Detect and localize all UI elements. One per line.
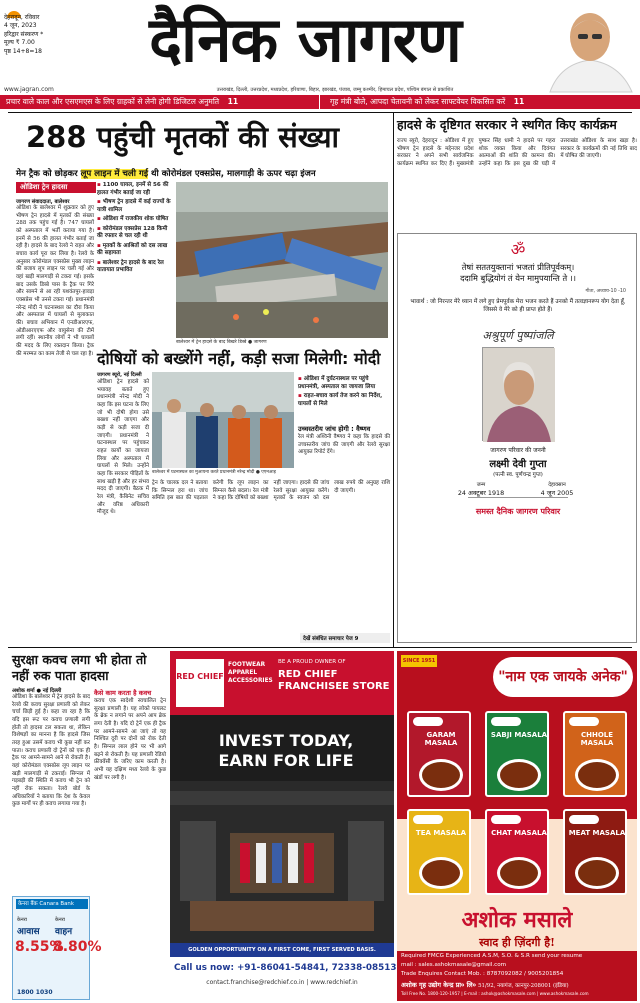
city-date: देहरादून, रविवार [4,14,40,21]
ashok-pack-dish [575,857,619,889]
svg-text:ॐ: ॐ [510,240,526,259]
issue-date: 4 जून, 2023 [4,22,37,30]
modi-byline: जागरण ब्यूरो, नई दिल्ली [97,372,142,378]
redchief-cta: INVEST TODAY, EARN FOR LIFE [218,731,354,770]
ashok-tollfree[interactable]: Toll Free No. 1800-120-1957 | E-mail : ashok@ashokmasale.com | www.ashokmasale.com [401,991,589,996]
redchief-pre: BE A PROUD OWNER OF [278,659,346,665]
ashok-pack-dish [419,857,463,889]
safety-body: ओडिशा के बालेश्वर में ट्रेन हादसे के बाद रेलवे की कवच सुरक्षा प्रणाली को लेकर चर्चा छिड़ी हुई है। कहा जा रहा है कि यदि इस रूट पर कवच प्रणाली लगी होती तो हादसा टल सकता था, लेकिन विशेषज्ञों का मानना है कि हादसे जिस तरह हुआ उसमें कवच भी कुछ नहीं कर पाता। कवच प्रणाली दो ट्रेनों को एक ही ट्रैक पर आमने-सामने आने से रोकती है। यहां कोरोमंडल एक्सप्रेस लूप लाइन पर खड़ी मालगाड़ी से टकराई। सिग्नल में गड़बड़ी की स्थिति में कवच भी ट्रेन को नहीं रोक सकता। रेलवे बोर्ड के अधिकारियों ने बताया कि देश के केवल कुछ मार्गों पर ही कवच लगाया गया है। [12,694,90,808]
redchief-categories: FOOTWEAR APPAREL ACCESSORIES [228,662,273,685]
ashok-slogan: स्वाद ही ज़िंदगी है! [479,936,555,949]
ashok-product-pack [485,711,549,797]
modi-body: ओडिशा ट्रेन हादसे को भयावह बताते हुए प्रधानमंत्री नरेन्द्र मोदी ने कहा कि इस घटना के लिए जो भी दोषी होगा उसे बख्शा नहीं जाएगा और कड़ी से कड़ी सजा दी जाएगी। प्रधानमंत्री ने घटनास्थल पर पहुंचकर राहत कार्यों का जायजा लिया और अस्पताल में घायलों से मिले। उन्होंने कहा कि सरकार पीड़ितों के साथ खड़ी है और हर संभव मदद दी जाएगी। बैठक में रेल मंत्री, कैबिनेट सचिव और वरिष्ठ अधिकारी मौजूद थे। [97,379,149,516]
lead-bullet: ▪ कोरोमंडल एक्सप्रेस 128 किमी की रफ्तार से चल रही थी [97,226,171,241]
lead-bullet: ▪ 1100 घायल, इनमें से 56 की हालत गंभीर बताई जा रही [97,182,171,197]
ashok-product-pack [485,809,549,895]
pages: पृष्ठ 14+8=18 [4,47,42,55]
canara-loan-1: आवास [17,927,40,937]
obituary-birth-label: जन्म [476,482,486,488]
ashok-pack-brand [413,717,443,726]
lead-subhead [16,167,392,179]
om-icon [506,240,530,258]
canara-label-1: केनरा [17,917,27,923]
ashok-pack-brand [491,717,521,726]
ashok-pack-dish [419,759,463,791]
modi-caption: बालेश्वर में घटनास्थल का मुआयना करते प्रधानमंत्री नरेन्द्र मोदी ● एएनआइ [152,470,276,475]
canara-loan-2: वाहन [55,927,73,937]
obituary-death: 4 जून 2005 [540,489,574,497]
lead-bullets [97,182,171,352]
right-body: राज्य ब्यूरो, देहरादून : ओडिशा में हुए भीषण ट्रेन हादसे के मद्देनजर प्रदेश सरकार ने अपने सभी सार्वजनिक कार्यक्रम स्थगित कर दिए हैं। मुख्यमंत्री पुष्कर सिंह धामी ने हादसे पर गहरा शोक व्यक्त किया और दिवंगत आत्माओं की शांति की कामना की। उन्होंने कहा कि इस दुख की घड़ी में उत्तराखंड ओडिशा के साथ खड़ा है। सरकार के कार्यक्रमों की नई तिथि बाद में घोषित की जाएगी। [397,138,637,168]
obituary-footer: समस्त दैनिक जागरण परिवार [475,506,561,516]
lead-photo-caption: बालेश्वर में ट्रेन हादसे के बाद बिखरे डिब्बे ● जागरण [176,340,267,345]
subhead-pre: मेन ट्रैक को छोड़कर [16,169,81,179]
ashok-pack-name: CHAT MASALA [491,829,547,837]
lead-body-col1: ओडिशा के बालेश्वर में शुक्रवार को हुए भीषण ट्रेन हादसे में मृतकों की संख्या 288 तक पहुंच गई है। 747 घायलों को अस्पताल में भर्ती कराया गया है। इनमें से 56 की हालत गंभीर बताई जा रही है। हादसे के बाद रेलवे ने राहत और बचाव कार्य पूरा कर लिया है। रेलवे के अनुसार कोरोमंडल एक्सप्रेस मुख्य लाइन की बजाय लूप लाइन पर चली गई और वहां खड़ी मालगाड़ी से टकरा गई। इसके बाद उसके डिब्बे पास के ट्रैक पर गिरे और सामने से आ रही यशवंतपुर-हावड़ा एक्सप्रेस भी उनसे टकरा गई। प्रधानमंत्री नरेन्द्र मोदी ने घटनास्थल का दौरा किया और अस्पताल में घायलों से मुलाकात की। बचाव अभियान में एनडीआरएफ, ओडीआरएएफ और वायुसेना की टीमें लगी रहीं। स्थानीय लोगों ने भी घायलों की मदद के लिए रक्तदान किया। ट्रैक की मरम्मत का काम तेजी से चल रहा है। [16,205,94,357]
obituary-divider [468,497,568,498]
newspaper-title: दैनिक जागरण [149,3,461,76]
leader-photo [540,2,640,92]
website[interactable]: www.jagran.com [4,86,54,93]
ashok-company: अशोक गृह उद्योग केन्द्र प्रा० लि० [401,981,476,989]
ashok-product-pack [563,809,627,895]
ashok-company-line [401,980,633,989]
ashok-title: अशोक मसाले [461,908,573,933]
ashok-pack-dish [497,857,541,889]
obituary-portrait [482,347,554,441]
ashok-since: SINCE 1951 [401,655,437,667]
canara-rate-1: 8.55% [15,939,64,955]
teaser-2-page: 11 [513,97,525,106]
obituary-name: लक्ष्मी देवी गुप्ता [489,459,547,470]
masthead-info [4,14,89,56]
section-rule [8,647,632,648]
ashok-pack-brand [491,815,521,824]
ashok-mail[interactable]: mail : sales.ashokmasale@gmail.com [401,962,507,968]
sun-logo-icon [6,3,22,12]
obituary-source: गीता, अध्याय-10 -10 [585,289,626,294]
redchief-mail[interactable]: contact.franchise@redchief.co.in | www.redchief.in [206,979,358,986]
redchief-strip: GOLDEN OPPORTUNITY ON A FIRST COME, FIRST SERVED BASIS. [170,943,394,957]
canara-ad[interactable] [12,896,102,1000]
ashok-pack-name: CHHOLE MASALA [580,731,614,748]
obituary-relation: (पत्नी स्व. पूर्णचन्द्र गुप्त) [493,472,543,478]
obituary-intro: जागरण परिवार की जननी [490,447,546,454]
editions-list: उत्तराखंड, दिल्ली, उत्तरप्रदेश, मध्यप्रदेश, हरियाणा, बिहार, झारखंड, पंजाब, जम्मू कश्मीर, हिमाचल प्रदेश, पश्चिम बंगाल से प्रकाशित [216,87,454,93]
ashok-ad[interactable] [397,651,637,1001]
lead-body-continued: ट्रेन के चालक दल ने बताया कि सिग्नल हरा था। जांच समिति इस बात की पड़ताल करेगी कि लूप लाइन का सिग्नल कैसे बदला। रेल मंत्री ने कहा कि दोषियों को बख्शा नहीं जाएगा। हादसे की जांच रेलवे सुरक्षा आयुक्त करेंगे। मृतकों के स्वजन को दस लाख रुपये की अनुग्रह राशि दी जाएगी। [152,480,390,502]
lead-bullet: ▪ बालेश्वर ट्रेन हादसे के बाद रेल यातायात प्रभावित [97,260,171,275]
lead-tag: ओडिशा ट्रेन हादसा [16,182,96,193]
ashok-pack-brand [413,815,443,824]
modi-box-bullet: ▪ ओडिशा में दुर्घटनास्थल पर पहुंचे प्रधानमंत्री, अस्पताल का जायजा लिया [298,376,390,391]
ashok-pack-dish [497,759,541,791]
lead-bullet: ▪ भीषण ट्रेन हादसे में कई राज्यों के यात्री शामिल [97,199,171,214]
ashok-pack-name: GARAM MASALA [424,731,458,748]
lead-photo [176,182,388,338]
ashok-product-grid [397,707,637,903]
teaser-bar [0,95,640,109]
canara-rate-2: 8.80% [53,939,102,955]
subhead-post: थी कोरोमंडल एक्सप्रेस, मालगाड़ी के ऊपर चढ़ा इंजन [148,169,316,179]
subhead-highlight: लूप लाइन में चली गई [80,169,149,179]
obituary-birth: 24 अक्टूबर 1918 [457,489,505,497]
modi-photo [152,372,294,468]
obituary-death-label: देहावसान [548,482,566,488]
ashok-product-pack [407,809,471,895]
ashok-trade[interactable]: Trade Enquires Contact Mob. : 8787092082 / 9005201854 [401,971,564,977]
redchief-call[interactable]: Call us now: +91-86041-54841, 72338-08513 [174,963,397,973]
lead-headline: 288 पहुंची मृतकों की संख्या [26,120,340,154]
ashok-required: Required FMCG Experienced A.S.M, S.O. & S.R send your resume [401,953,583,959]
right-headline: हादसे के दृष्टिगत सरकार ने स्थगित किए कार्यक्रम [397,117,617,132]
modi-quote: रेल मंत्री अश्विनी वैष्णव ने कहा कि हादसे की उच्चस्तरीय जांच की जाएगी और रेलवे सुरक्षा आयुक्त रिपोर्ट देंगे। [298,434,390,456]
edition: हरिद्वार संस्करण * [4,30,44,38]
obituary-shloka: तेषां सततयुक्तानां भजतां प्रीतिपूर्वकम्। ददामि बुद्धियोगं तं येन मामुपयान्ति ते ।। [460,262,576,284]
ashok-pack-name: SABJI MASALA [490,731,548,739]
lead-bullet: ▪ मृतकों के आश्रितों को दस लाख की सहायता [97,243,171,258]
ashok-pack-dish [575,759,619,791]
modi-box-bullet: ▪ राहत-बचाव कार्य तेज करने का निर्देश, घायलों से मिले [298,393,390,408]
obituary-box [397,233,637,643]
redchief-store-photo [170,781,394,943]
redchief-ad[interactable] [170,651,397,1001]
ashok-pack-name: TEA MASALA [415,829,467,837]
ashok-pack-brand [569,815,599,824]
price: मूल्य ₹ 7.00 [4,39,35,47]
ashok-product-pack [407,711,471,797]
ashok-product-pack [563,711,627,797]
modi-box [298,376,390,410]
column-rule [393,112,394,647]
ashok-address: 51/92, नयागंज, कानपुर-208001 (इंडिया) [478,983,569,989]
safety-byline: अशोक शर्मा ● नई दिल्ली [12,688,62,694]
teaser-1[interactable] [0,95,320,109]
modi-more[interactable]: देखें संबंधित समाचार पेज 9 [300,633,390,643]
section-rule [8,112,632,113]
obituary-heading: अश्रुपूर्ण पुष्पांजलि [482,329,554,342]
canara-phone[interactable]: 1800 1030 [17,989,53,996]
redchief-headline: RED CHIEF FRANCHISEE STORE [278,669,390,692]
safety-box-head: कैसे काम करता है कवच [94,689,152,697]
lead-byline: जागरण संवाददाता, बालेश्वर [16,199,70,205]
teaser-1-page: 11 [227,97,239,106]
ashok-tagline: "नाम एक जायके अनेक" [493,657,633,697]
redchief-logo: RED CHIEF [176,659,224,707]
ashok-pack-name: MEAT MASALA [568,829,626,837]
ashok-pack-brand [569,717,599,726]
canara-label-2: केनरा [55,917,65,923]
modi-quote-head: उच्चस्तरीय जांच होगी : वैष्णव [298,425,371,433]
teaser-1-text: प्रचार वाले काल और एसएमएस के लिए ग्राहकों से लेनी होगी डिजिटल अनुमति [6,97,220,106]
lead-bullet: ▪ ओडिशा में राजकीय शोक घोषित [97,216,171,224]
safety-headline: सुरक्षा कवच लगा भी होता तो नहीं रुक पाता हादसा [12,652,147,683]
teaser-2-text: गृह मंत्री बोले, आपदा चेतावनी को लेकर साफ्टवेयर विकसित करें [330,97,506,106]
obituary-meaning: भावार्थ : जो निरन्तर मेरे ध्यान में लगे हुए प्रेमपूर्वक मेरा भजन करते हैं उनको मैं तत्वज्ञानरूप योग देता हूँ, जिससे वे मेरे को ही प्राप्त होते हैं। [410,299,626,314]
safety-box-body: कवच एक स्वदेशी स्वचालित ट्रेन सुरक्षा प्रणाली है। यह लोको पायलट के ब्रेक न लगाने पर अपने आप ब्रेक लगा देती है। यदि दो ट्रेनें एक ही ट्रैक पर आमने-सामने आ जाएं तो यह निश्चित दूरी पर दोनों को रोक देती है। सिग्नल लाल होने पर भी आगे बढ़ने से रोकती है। यह प्रणाली रेडियो फ्रीक्वेंसी के जरिए काम करती है। अभी यह दक्षिण मध्य रेलवे के कुछ खंडों पर लगी है। [94,698,166,781]
modi-headline: दोषियों को बख्शेंगे नहीं, कड़ी सजा मिलेगी: मोदी [97,349,381,368]
canara-brand: केनरा बैंक Canara Bank [16,899,88,909]
teaser-2[interactable] [320,95,640,109]
